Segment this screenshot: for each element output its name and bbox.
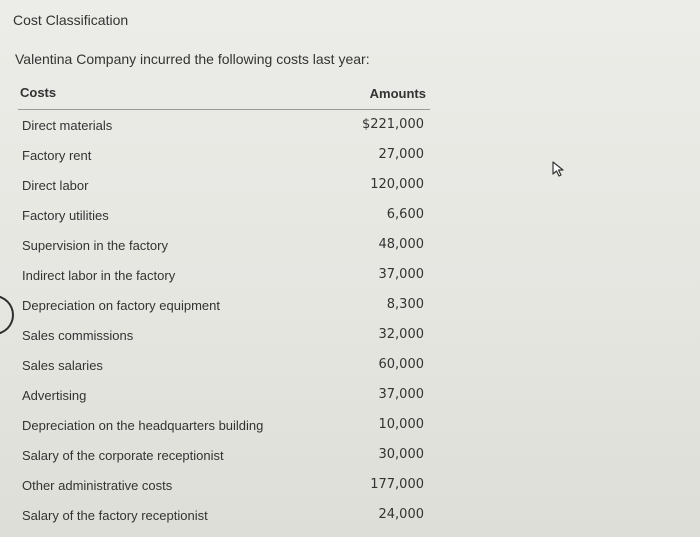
amount-value: 32,000 <box>378 327 424 342</box>
cost-label: Depreciation on the headquarters building <box>22 418 264 433</box>
edge-arc-decoration <box>0 295 14 335</box>
cost-table <box>18 82 430 530</box>
table-row <box>18 140 430 170</box>
table-row <box>18 440 430 470</box>
amount-value: 60,000 <box>378 357 424 372</box>
mouse-pointer-icon <box>550 160 568 178</box>
amount-value: 8,300 <box>386 297 424 312</box>
amount-value: 30,000 <box>378 447 424 462</box>
table-row <box>18 380 430 410</box>
intro-text: Valentina Company incurred the following costs last year: <box>15 51 370 67</box>
amount-value: 177,000 <box>370 477 424 492</box>
amount-value: 48,000 <box>378 237 424 252</box>
cost-label: Direct labor <box>22 178 89 193</box>
table-row <box>18 110 430 140</box>
amount-value: 120,000 <box>370 177 424 192</box>
cost-label: Sales commissions <box>22 328 134 343</box>
cost-label: Salary of the corporate receptionist <box>22 448 224 463</box>
table-row <box>18 320 430 350</box>
table-row <box>18 290 430 320</box>
table-row <box>18 350 430 380</box>
table-row <box>18 230 430 260</box>
cost-label: Advertising <box>22 388 87 403</box>
cost-label: Supervision in the factory <box>22 238 168 253</box>
table-row <box>18 470 430 500</box>
cost-label: Factory utilities <box>22 208 109 223</box>
cost-label: Depreciation on factory equipment <box>22 298 221 313</box>
cost-label: Salary of the factory receptionist <box>22 508 208 523</box>
cost-label: Factory rent <box>22 148 92 163</box>
amount-value: 27,000 <box>378 147 424 162</box>
amount-value: 37,000 <box>378 387 424 402</box>
cost-label: Other administrative costs <box>22 478 173 493</box>
amount-value: 6,600 <box>386 207 424 222</box>
amount-value: 10,000 <box>378 417 424 432</box>
table-row <box>18 410 430 440</box>
table-row <box>18 500 430 530</box>
amount-value: $221,000 <box>361 117 424 132</box>
table-row <box>18 260 430 290</box>
cost-label: Indirect labor in the factory <box>22 268 176 283</box>
header-costs: Costs <box>20 85 57 100</box>
page-title: Cost Classification <box>13 12 129 28</box>
table-header <box>18 82 430 110</box>
cost-label: Direct materials <box>22 118 113 133</box>
header-amounts: Amounts <box>369 86 426 101</box>
table-row <box>18 200 430 230</box>
amount-value: 37,000 <box>378 267 424 282</box>
amount-value: 24,000 <box>378 507 424 522</box>
cost-label: Sales salaries <box>22 358 103 373</box>
table-row <box>18 170 430 200</box>
